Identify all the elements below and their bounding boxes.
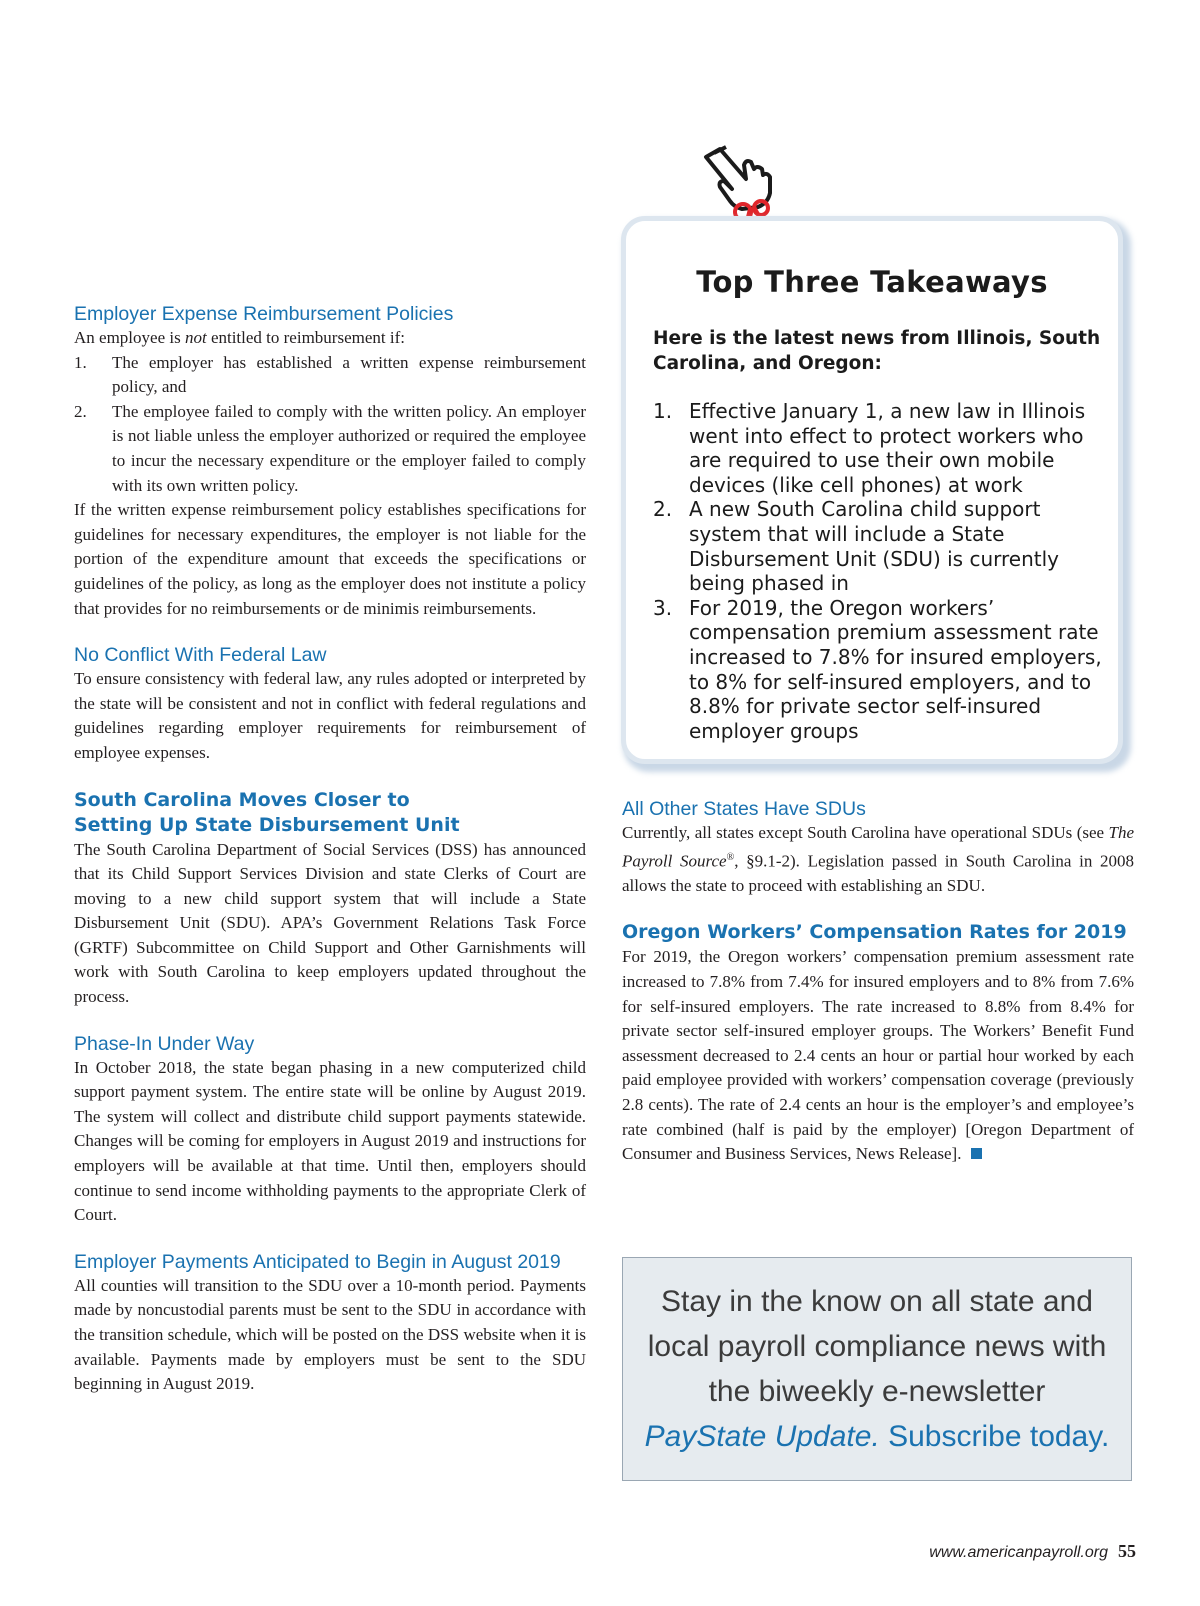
body-paragraph: All counties will transition to the SDU over a 10-month period. Payments made by noncustodial parents must be sent to the SDU in accordance with the transition schedule, which will be posted on the DSS website when it is available. Payments made by employers must be sent to the SDU beginning in August 2019.: [74, 1275, 586, 1394]
footer-url[interactable]: www.americanpayroll.org: [929, 1544, 1108, 1561]
article-heading: Oregon Workers’ Compensation Rates for 2019: [622, 921, 1127, 944]
takeaways-intro: Here is the latest news from Illinois, South Carolina, and Oregon:: [653, 328, 1101, 374]
body-paragraph: In October 2018, the state began phasing in a new computerized child support payment system. The entire state will be online by August 2019. The system will collect and distribute child support payments statewide. Changes will be coming for employers in August 2019 and instructions for employers will be available at that time. Until then, employers should continue to send income withholding payments to the appropriate Clerk of Court.: [74, 1057, 586, 1225]
takeaway-item: 1. Effective January 1, a new law in Illinois went into effect to protect workers who are required to use their own mobile devices (like cell phones) at work: [653, 399, 1086, 497]
list-item: 1. The employer has established a written expense reimbursement policy, and: [74, 352, 586, 397]
promo-line: Stay in the know on all state and: [661, 1285, 1093, 1318]
body-paragraph: Currently, all states except South Carolina have operational SDUs (see The Payroll Source®, §9.1-2). Legislation passed in South Carolina in 2008 allows the state to proceed with establishing an SDU.: [622, 823, 1134, 895]
section-heading: No Conflict With Federal Law: [74, 644, 327, 667]
subscribe-promo: [622, 1257, 1132, 1481]
promo-line: the biweekly e-newsletter: [708, 1375, 1046, 1408]
left-column: [74, 302, 586, 1397]
takeaway-item: 2. A new South Carolina child support system that will include a State Disbursement Unit (SDU) is currently being phased in: [653, 497, 1059, 596]
section-heading: Employer Payments Anticipated to Begin in August 2019: [74, 1250, 561, 1273]
takeaways-list: [653, 399, 1103, 743]
takeaway-item: 3. For 2019, the Oregon workers’ compensation premium assessment rate increased to 7.8% for insured employers, to 8% for self-insured employers, and to 8.8% for private sector self-insured employer groups: [653, 595, 1102, 743]
article-heading: South Carolina Moves Closer to Setting Up State Disbursement Unit: [74, 788, 460, 836]
section-heading: Employer Expense Reimbursement Policies: [74, 303, 454, 325]
conditions-list: [74, 351, 586, 499]
page-number: 55: [1118, 1541, 1136, 1561]
section-heading: All Other States Have SDUs: [622, 798, 866, 820]
takeaways-title: Top Three Takeaways: [696, 265, 1048, 299]
section-intro: An employee is not entitled to reimbursement if:: [74, 328, 405, 347]
page-footer: [929, 1541, 1136, 1562]
body-paragraph: If the written expense reimbursement policy establishes specifications for guidelines for necessary expenditures, the employer is not liable for the portion of the expenditure amount that exceeds the specifications or guidelines of the policy, as long as the employer does not institute a policy that provides for no reimbursements or de minimis reimbursements.: [74, 500, 586, 618]
subscribe-link[interactable]: PayState Update. Subscribe today.: [644, 1420, 1110, 1453]
pointing-hand-icon: [700, 145, 780, 227]
body-paragraph: The South Carolina Department of Social Services (DSS) has announced that its Child Support Services Division and state Clerks of Court are moving to a new child support system that will include a State Disbursement Unit (SDU). APA’s Government Relations Task Force (GRTF) Subcommittee on Child Support and Other Garnishments will work with South Carolina to keep employers updated throughout the process.: [74, 839, 586, 1007]
body-paragraph: For 2019, the Oregon workers’ compensation premium assessment rate increased to 7.8% from 7.4% for insured employers and to 8% from 7.6% for self-insured employers. The rate increased to 8.8% from 8.4% for private sector self-insured employer groups. The Workers’ Benefit Fund assessment decreased to 2.4 cents an hour or partial hour worked by each paid employee provided with workers’ compensation coverage (previously 2.8 cents). The rate of 2.4 cents an hour is the employer’s and employee’s rate combined (half is paid by the employer) [Oregon Department of Consumer and Business Services, News Release].: [622, 947, 1134, 1164]
list-item: 2. The employee failed to comply with the written policy. An employer is not liable unless the employer authorized or required the employee to incur the necessary expenditure or the employer failed to comply with its own written policy.: [74, 401, 586, 495]
promo-line: local payroll compliance news with: [647, 1330, 1107, 1363]
right-column: [622, 797, 1134, 1167]
section-heading: Phase-In Under Way: [74, 1032, 255, 1055]
end-square-icon: [971, 1148, 982, 1159]
body-paragraph: To ensure consistency with federal law, any rules adopted or interpreted by the state will be consistent and not in conflict with federal regulations and guidelines regarding employer requirements for reimbursement of employee expenses.: [74, 669, 586, 762]
